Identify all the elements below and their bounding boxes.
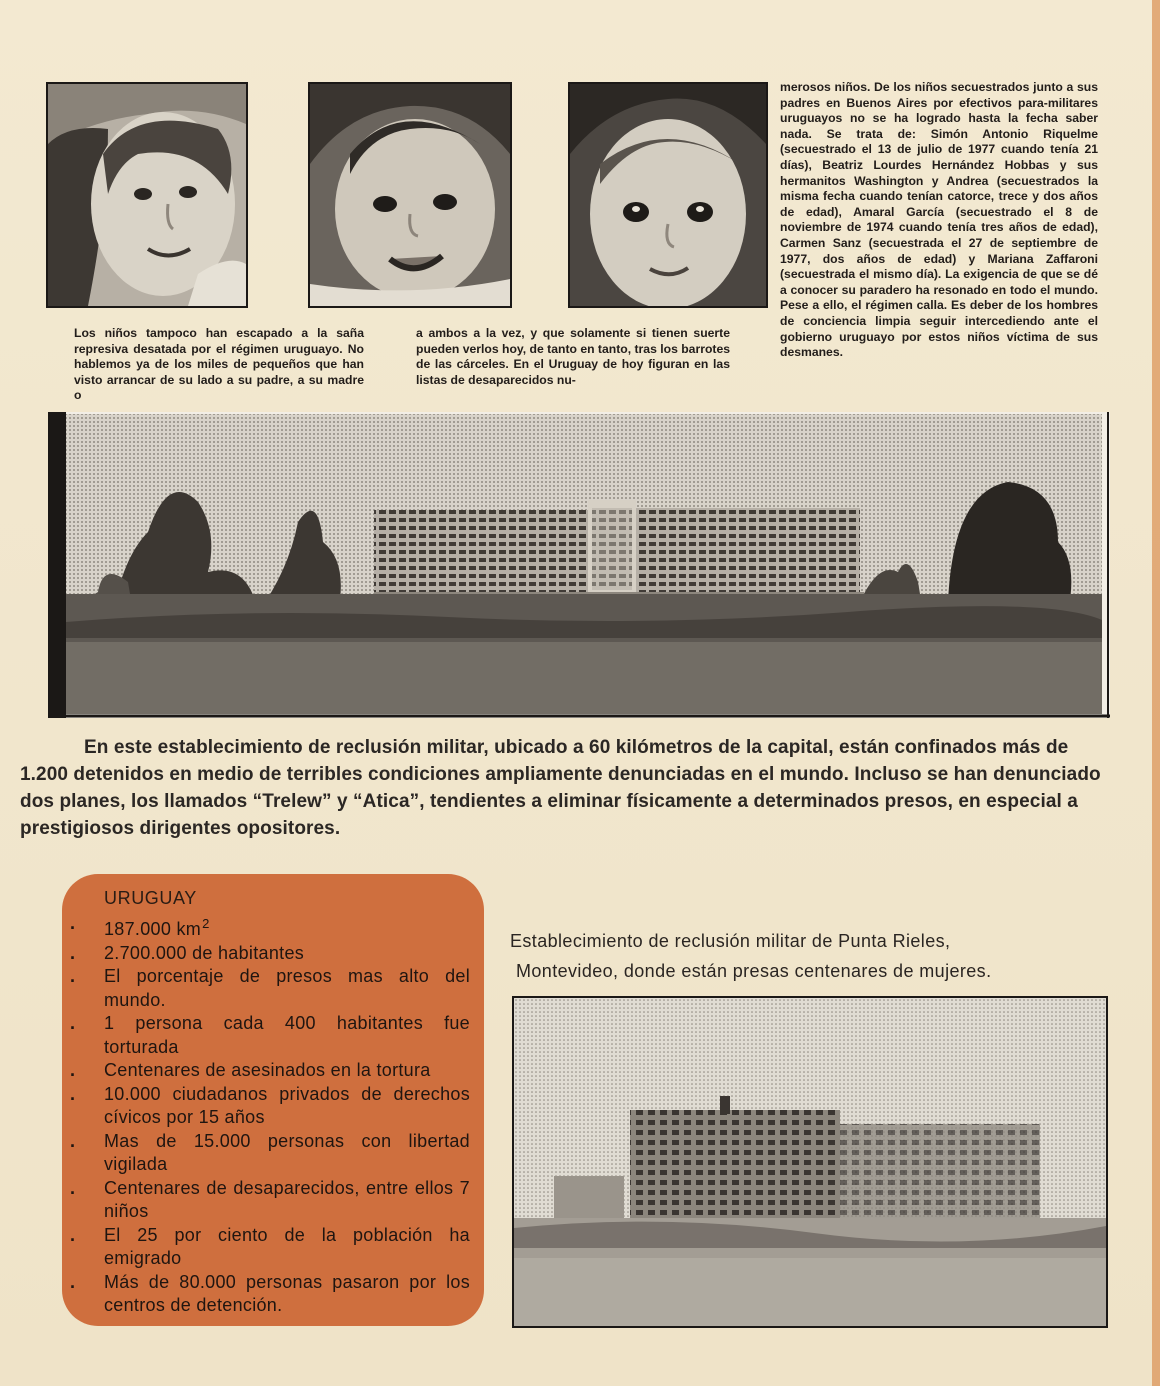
facts-list	[58, 912, 470, 1318]
children-text-column-2: a ambos a la vez, y que solamente si tienen suerte pueden verlos hoy, de tanto en tanto, tras los barrotes de las cárceles. En el Uruguay de hoy figuran en las listas de desaparecidos nu-	[416, 326, 730, 387]
punta-rieles-caption	[510, 926, 1070, 986]
bullet: .	[70, 942, 76, 963]
fact-text: 10.000 ciudadanos privados de derechos cívicos por 15 años	[104, 1083, 470, 1127]
fact-item	[58, 1130, 470, 1177]
bullet: .	[70, 1224, 76, 1245]
fact-text: El 25 por ciento de la población ha emigrado	[104, 1224, 470, 1268]
children-text-column-3: merosos niños. De los niños secuestrados junto a sus padres en Buenos Aires por efectivos para-militares uruguayos no se ha logrado hasta la fecha saber nada. Se trata de: Simón Antonio Riquelme (secuestrado el 13 de julio de 1977 cuando tenía 21 días), Beatriz Lourdes Hernández Hobbas y sus hermanitos Washington y Andrea (secuestrados la misma fecha cuando tenían catorce, trece y dos años de edad), Amaral García (secuestrado el 8 de noviembre de 1974 cuando tenía tres años de edad), Carmen Sanz (secuestrada el 27 de septiembre de 1977, dos años de edad) y Mariana Zaffaroni (secuestrada el mismo día). La exigencia de que se dé a conocer su paradero ha resonado en todo el mundo. Pese a ello, el régimen calla. Es deber de los hombres de conciencia limpia seguir intercediendo ante el gobierno uruguayo por estos niños víctima de sus desmanes.	[780, 80, 1098, 360]
fact-text: 2.700.000 de habitantes	[104, 942, 305, 963]
fact-text: Mas de 15.000 personas con libertad vigilada	[104, 1130, 470, 1174]
fact-item	[58, 1271, 470, 1318]
fact-item	[58, 1083, 470, 1130]
child-photo-2	[308, 82, 512, 308]
bullet: .	[70, 966, 76, 986]
child-photo-3	[568, 82, 768, 308]
fact-text: 1 persona cada 400 habitantes fue torturada	[104, 1013, 470, 1057]
fact-text: Centenares de desaparecidos, entre ellos 7 niños	[104, 1177, 470, 1221]
fact-item	[58, 965, 470, 1012]
fact-item	[58, 1012, 470, 1059]
bullet: .	[70, 1271, 76, 1292]
fact-item	[58, 1059, 470, 1083]
bullet: .	[70, 1083, 76, 1104]
fact-text: Más de 80.000 personas pasaron por los centros de detención.	[104, 1271, 470, 1315]
bullet: .	[70, 1060, 76, 1080]
punta-rieles-caption-line-1: Establecimiento de reclusión militar de Punta Rieles,	[510, 931, 951, 951]
facts-box-title: URUGUAY	[104, 888, 197, 908]
punta-rieles-caption-line-2: Montevideo, donde están presas centenares de mujeres.	[516, 961, 992, 981]
child-photo-1	[46, 82, 248, 308]
bullet: .	[70, 1177, 76, 1198]
bullet: .	[70, 1130, 76, 1151]
fact-item-area	[58, 912, 470, 942]
children-text-column-1: Los niños tampoco han escapado a la saña represiva desatada por el régimen uruguayo. No hablemos ya de los miles de pequeños que han visto arrancar de su lado a su padre, a su madre o	[74, 326, 364, 403]
prison-photo	[48, 412, 1110, 718]
fact-area-value: 187.000 km	[104, 919, 202, 939]
bullet: .	[70, 913, 76, 933]
fact-text: Centenares de asesinados en la tortura	[104, 1060, 431, 1080]
page-edge	[1152, 0, 1160, 1386]
fact-area-exponent: 2	[202, 916, 210, 931]
fact-item	[58, 1177, 470, 1224]
punta-rieles-photo	[512, 996, 1108, 1328]
fact-text: El porcentaje de presos mas alto del mundo.	[104, 966, 470, 1010]
prison-caption: En este establecimiento de reclusión militar, ubicado a 60 kilómetros de la capital, están confinados más de 1.200 detenidos en medio de terribles condiciones ampliamente denunciadas en el mundo. Incluso se han denunciado dos planes, los llamados “Trelew” y “Atica”, tendientes a eliminar físicamente a determinados presos, en especial a prestigiosos dirigentes opositores.	[20, 737, 1101, 839]
fact-item	[58, 1224, 470, 1271]
fact-item	[58, 942, 470, 966]
bullet: .	[70, 1013, 76, 1033]
